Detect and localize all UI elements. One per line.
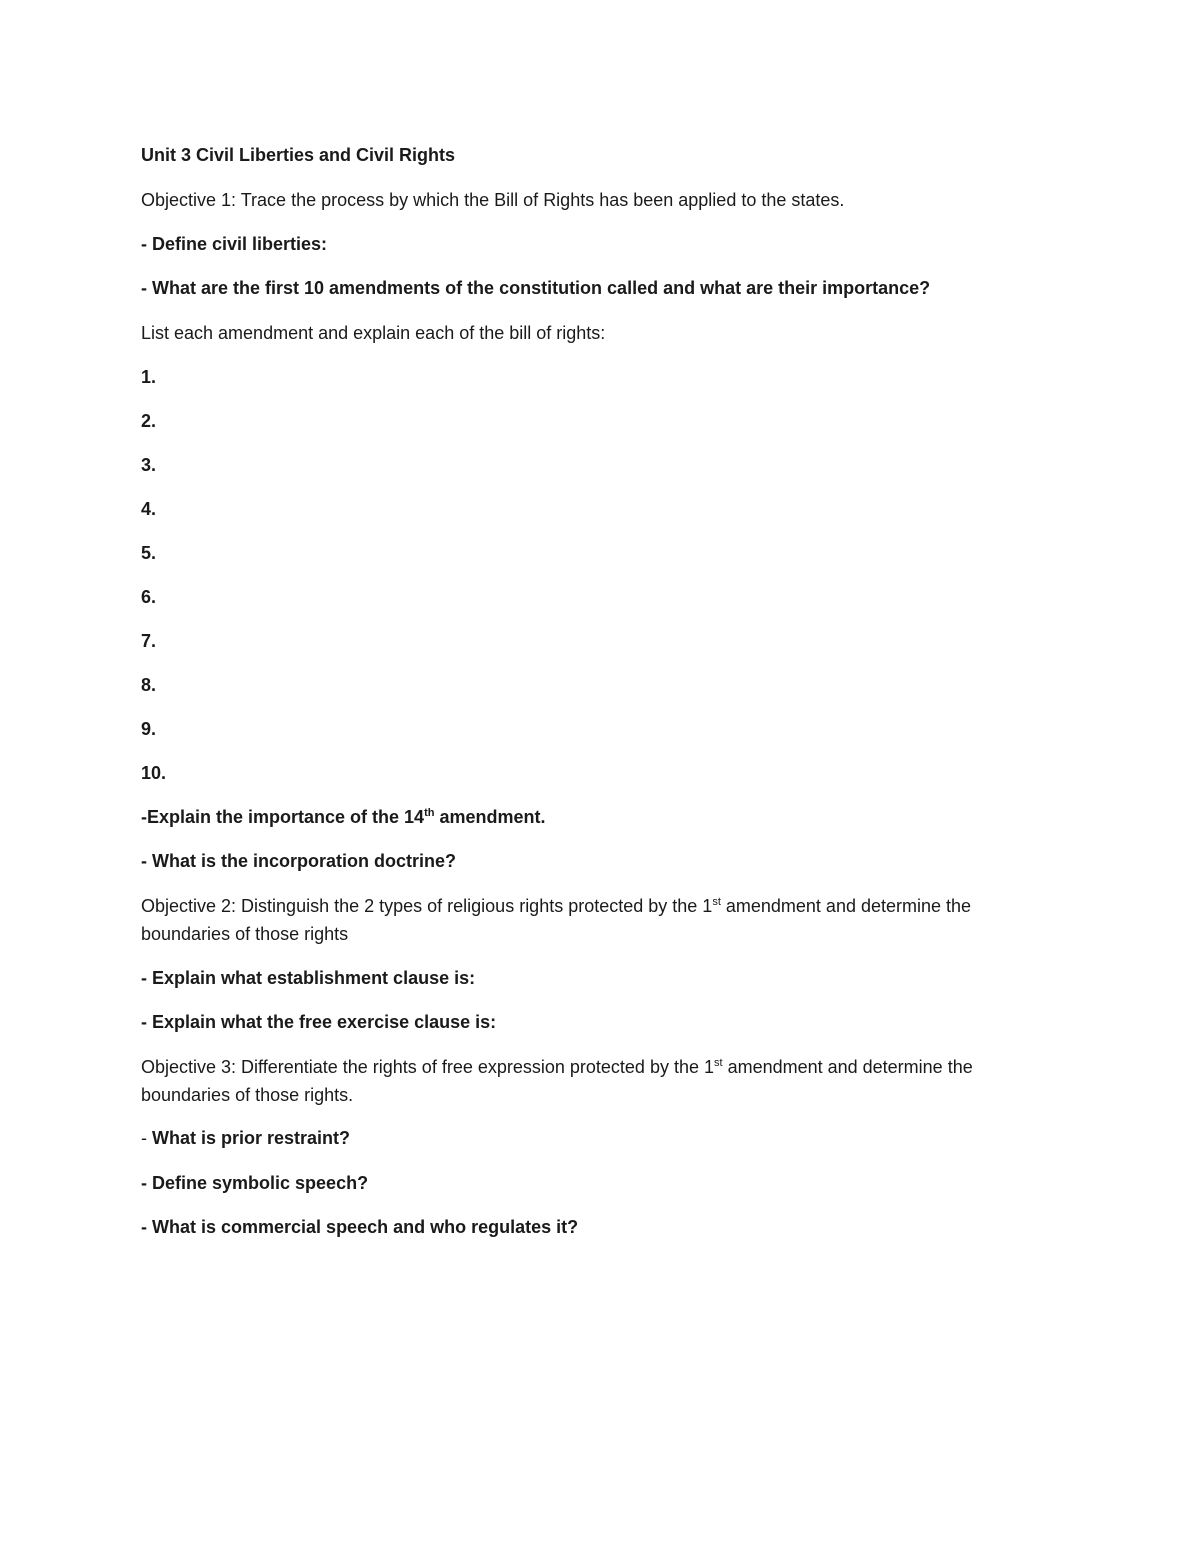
list-item: 10. <box>141 763 167 783</box>
document-title: Unit 3 Civil Liberties and Civil Rights <box>141 145 456 165</box>
question-prior-restraint-text: What is prior restraint? <box>152 1128 351 1148</box>
question-first-10-amendments: - What are the first 10 amendments of the constitution called and what are their importance? <box>141 278 931 298</box>
list-item: 3. <box>141 455 157 475</box>
question-symbolic-speech: - Define symbolic speech? <box>141 1173 369 1193</box>
ordinal-suffix: th <box>424 807 435 819</box>
list-item: 8. <box>141 675 157 695</box>
list-item: 7. <box>141 631 157 651</box>
objective-3-text-after: amendment and determine the boundaries of those rights. <box>141 1057 973 1105</box>
objective-2-text-after: amendment and determine the boundaries of those rights <box>141 896 972 944</box>
objective-3 <box>141 1053 1061 1109</box>
question-14th-text-after: amendment. <box>434 807 546 827</box>
question-prior-restraint <box>141 1124 1061 1152</box>
list-item: 5. <box>141 543 157 563</box>
list-item: 9. <box>141 719 157 739</box>
question-incorporation-doctrine: - What is the incorporation doctrine? <box>141 851 456 871</box>
ordinal-suffix: st <box>714 1057 723 1069</box>
list-item: 2. <box>141 411 157 431</box>
question-define-civil-liberties: - Define civil liberties: <box>141 234 328 254</box>
question-14th-text-before: -Explain the importance of the 14 <box>141 807 425 827</box>
list-instruction: List each amendment and explain each of the bill of rights: <box>141 323 606 343</box>
question-commercial-speech: - What is commercial speech and who regulates it? <box>141 1217 579 1237</box>
question-dash: - <box>141 1128 152 1148</box>
ordinal-suffix: st <box>712 896 721 908</box>
question-free-exercise-clause: - Explain what the free exercise clause is: <box>141 1012 497 1032</box>
objective-2-text-before: Objective 2: Distinguish the 2 types of religious rights protected by the 1 <box>141 896 713 916</box>
question-establishment-clause: - Explain what establishment clause is: <box>141 968 476 988</box>
objective-3-text-before: Objective 3: Differentiate the rights of free expression protected by the 1 <box>141 1057 714 1077</box>
question-14th-amendment <box>141 803 1061 831</box>
list-item: 1. <box>141 367 157 387</box>
list-item: 6. <box>141 587 157 607</box>
objective-2 <box>141 892 1061 948</box>
objective-1: Objective 1: Trace the process by which the Bill of Rights has been applied to the states. <box>141 190 845 210</box>
list-item: 4. <box>141 499 157 519</box>
